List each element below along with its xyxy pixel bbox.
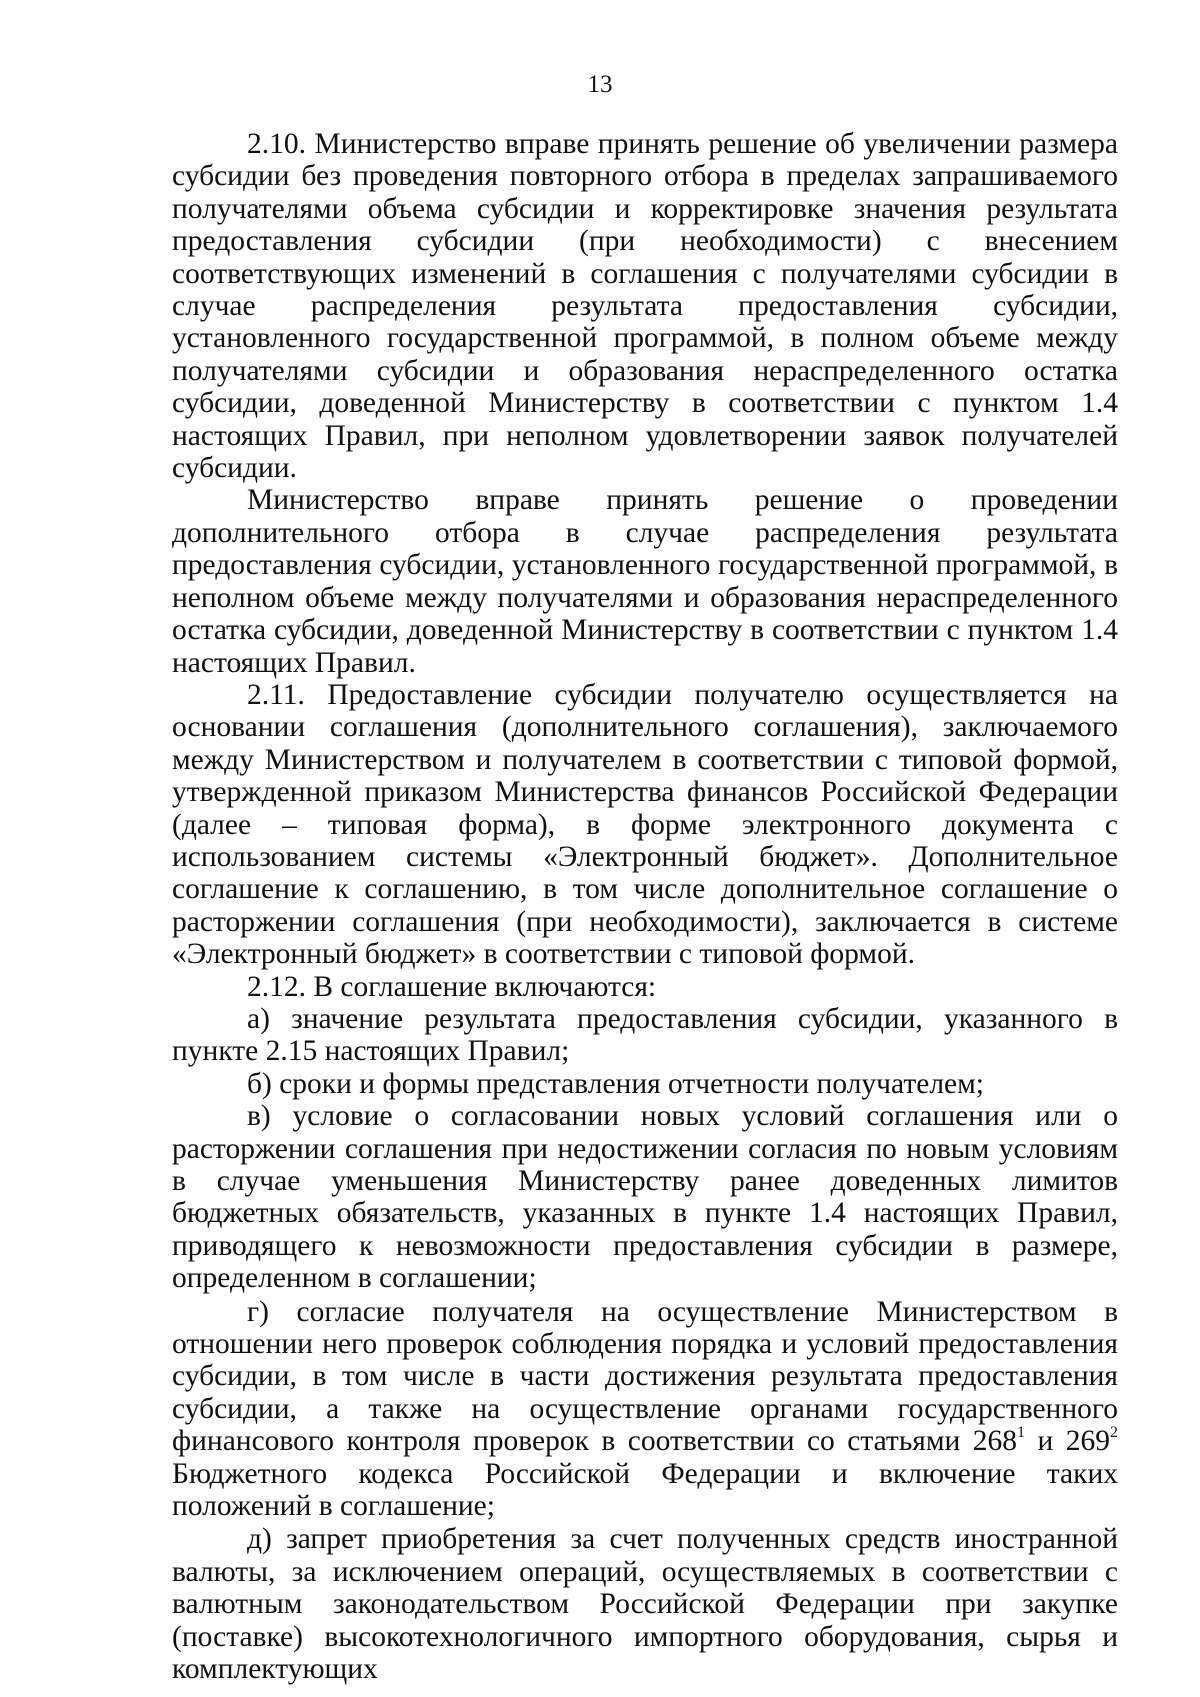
paragraph-2-12: 2.12. В соглашение включаются: [247, 970, 657, 1003]
list-item-d: д) запрет приобретения за счет полученных средств иностранной валюты, за исключением операций, осуществляемых в соответствии с валютным законодательством Российской Федерации при закупке (поставке) высокотехнологичного импортного оборудования, сырья и комплектующих [172, 1523, 1118, 1686]
page-number: 13 [587, 71, 613, 98]
list-item-a: а) значение результата предоставления субсидии, указанного в пункте 2.15 настоящих Правил; [172, 1002, 1118, 1068]
paragraph-2-10: 2.10. Министерство вправе принять решение об увеличении размера субсидии без проведения повторного отбора в пределах запрашиваемого получателями объема субсидии и корректировке значения результата предоставления субсидии (при необходимости) с внесением соответствующих изменений в соглашения с получателями субсидии в случае распределения результата предоставления субсидии, установленного государственной программой, в полном объеме между получателями субсидии и образования нераспределенного остатка субсидии, доведенной Министерству в соответствии с пунктом 1.4 настоящих Правил, при неполном удовлетворении заявок получателей субсидии. [172, 128, 1118, 485]
list-item-g [172, 1296, 1118, 1523]
paragraph-additional-selection: Министерство вправе принять решение о проведении дополнительного отбора в случае распределения результата предоставления субсидии, установленного государственной программой, в неполном объеме между получателями и образования нераспределенного остатка субсидии, доведенной Министерству в соответствии с пунктом 1.4 настоящих Правил. [172, 484, 1118, 679]
superscript-1: 1 [1017, 1424, 1026, 1442]
list-item-g-text-1: г) согласие получателя на осуществление Министерством в отношении него проверок соблюдения порядка и условий предоставления субсидии, в том числе в части достижения результата предоставления субсидии, а также на осуществление органами государственного финансового контроля проверок в соответствии со статьями 268 [172, 1295, 1118, 1458]
paragraph-2-11: 2.11. Предоставление субсидии получателю осуществляется на основании соглашения (дополнительного соглашения), заключаемого между Министерством и получателем в соответствии с типовой формой, утвержденной приказом Министерства финансов Российской Федерации (далее – типовая форма), в форме электронного документа с использованием системы «Электронный бюджет». Дополнительное соглашение к соглашению, в том числе дополнительное соглашение о расторжении соглашения (при необходимости), заключается в системе «Электронный бюджет» в соответствии с типовой формой. [172, 678, 1118, 971]
list-item-g-text-3: Бюджетного кодекса Российской Федерации и включение таких положений в соглашение; [172, 1457, 1118, 1523]
document-body [172, 128, 1118, 1686]
list-item-g-text-2: и 269 [1025, 1425, 1110, 1458]
list-item-b: б) сроки и формы представления отчетности получателем; [247, 1067, 984, 1100]
list-item-v: в) условие о согласовании новых условий соглашения или о расторжении соглашения при недостижении согласия по новым условиям в случае уменьшения Министерству ранее доведенных лимитов бюджетных обязательств, указанных в пункте 1.4 настоящих Правил, приводящего к невозможности предоставления субсидии в размере, определенном в соглашении; [172, 1100, 1118, 1295]
superscript-2: 2 [1109, 1424, 1118, 1442]
